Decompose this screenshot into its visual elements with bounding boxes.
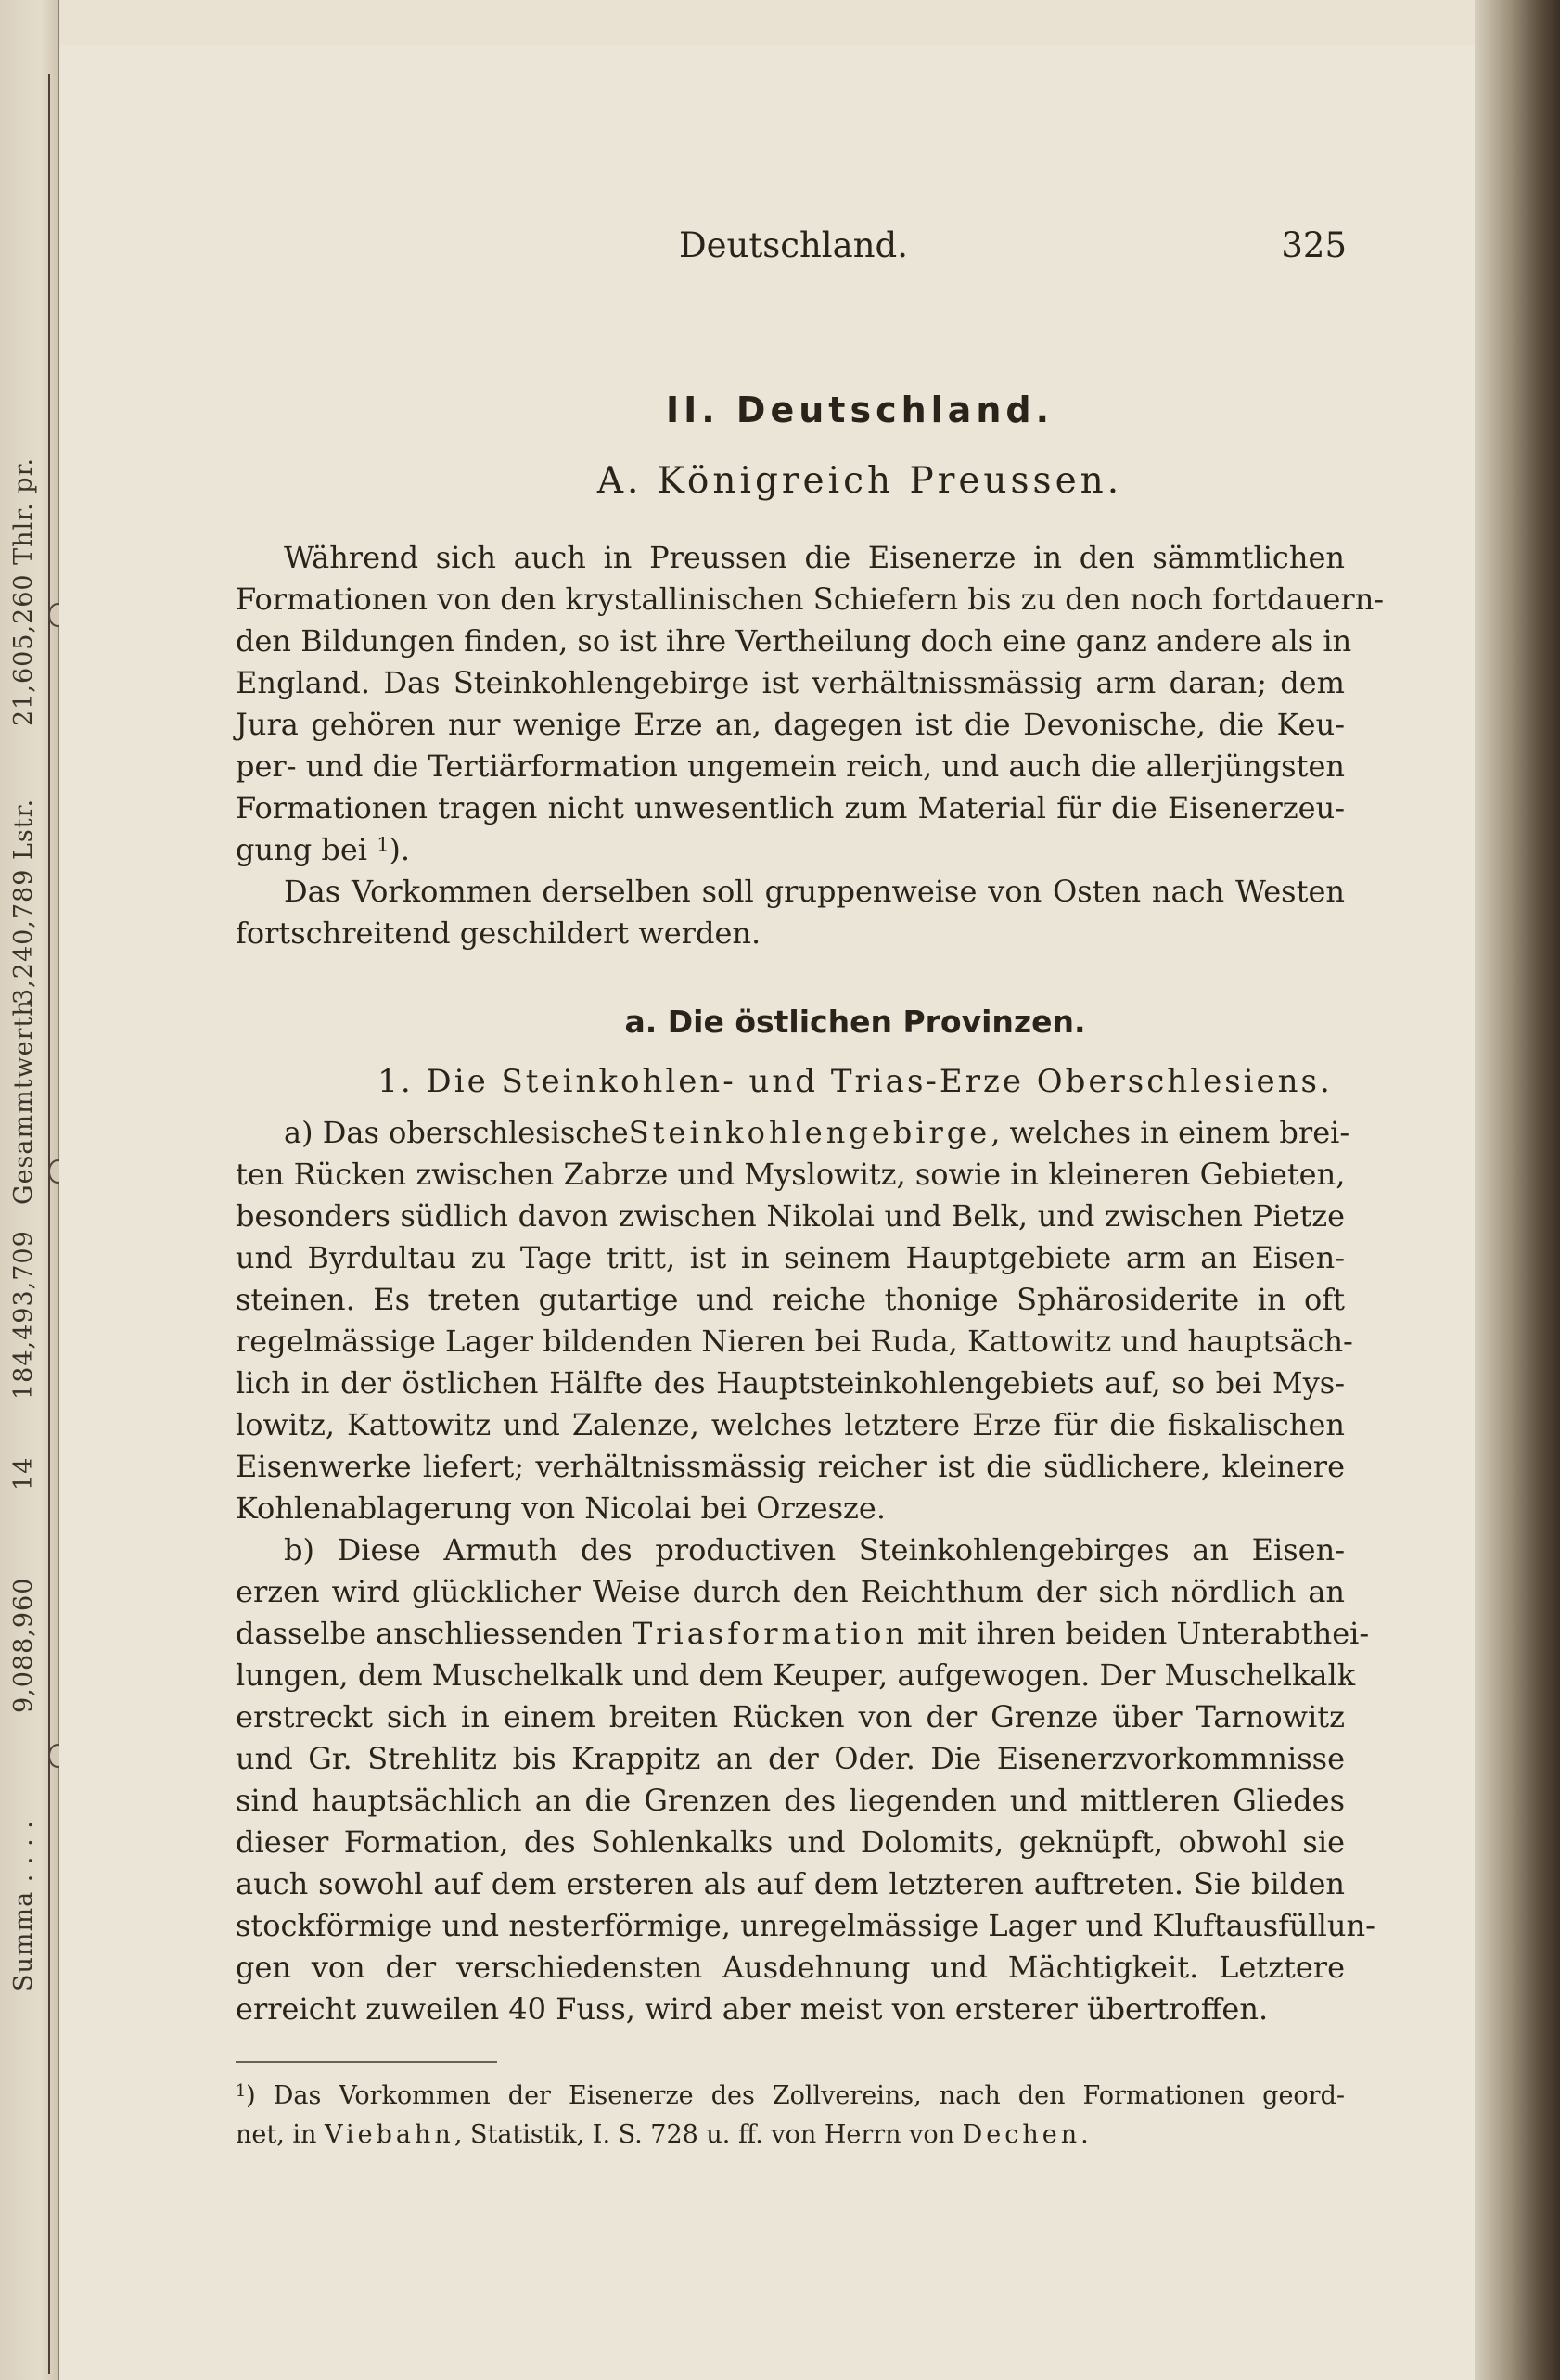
margin-lstr: 3,240,789 Lstr.	[9, 798, 38, 1004]
fold-rule	[48, 74, 50, 2374]
page-number: 325	[1281, 225, 1347, 265]
text-line: besonders südlich davon zwischen Nikolai und Belk, und zwischen Pietze	[236, 1198, 1345, 1234]
text-line: auch sowohl auf dem ersteren als auf dem letzteren auftreten. Sie bilden	[236, 1866, 1345, 1901]
text-line: Das Vorkommen derselben soll gruppenweise von Osten nach Westen	[284, 874, 1345, 909]
text-span: ).	[389, 832, 411, 867]
text-span: , Statistik, I. S. 728 u. ff. von Herrn von	[454, 2120, 955, 2149]
text-line: stockförmige und nesterförmige, unregelmässige Lager und Kluftausfüllun-	[236, 1908, 1375, 1943]
footnote-ref: 1	[377, 833, 390, 856]
text-line	[236, 828, 1345, 871]
text-line: und Gr. Strehlitz bis Krappitz an der Oder. Die Eisenerzvorkommnisse	[236, 1741, 1345, 1776]
book-page	[59, 45, 1475, 2380]
text-line: England. Das Steinkohlengebirge ist verhältnissmässig arm daran; dem	[236, 665, 1345, 700]
spaced-term: Viebahn	[325, 2120, 454, 2149]
text-line: erstreckt sich in einem breiten Rücken von der Grenze über Tarnowitz	[236, 1699, 1345, 1734]
text-span: dasselbe anschliessenden	[236, 1616, 623, 1651]
text-line: Formationen von den krystallinischen Schiefern bis zu den noch fortdauern-	[236, 582, 1385, 617]
text-line: regelmässige Lager bildenden Nieren bei Ruda, Kattowitz und hauptsäch-	[236, 1324, 1353, 1359]
text-line: lungen, dem Muschelkalk und dem Keuper, aufgewogen. Der Muschelkalk	[236, 1657, 1356, 1693]
text-span: a) Das oberschlesische	[284, 1115, 629, 1150]
margin-9088960: 9,088,960	[9, 1577, 38, 1713]
text-line	[236, 1111, 1350, 1154]
footnote-mark: 1	[236, 2082, 247, 2102]
text-line: per- und die Tertiärformation ungemein reich, und auch die allerjüngsten	[236, 749, 1345, 784]
text-span: ) Das Vorkommen der Eisenerze des Zollvereins, nach den Formationen geord-	[246, 2081, 1345, 2110]
text-line: b) Diese Armuth des productiven Steinkohlengebirges an Eisen-	[284, 1532, 1345, 1567]
section-heading: A. Königreich Preussen.	[596, 460, 1123, 502]
text-span: net, in	[236, 2120, 317, 2149]
margin-184493709: 184,493,709	[9, 1230, 38, 1400]
chapter-heading: II. Deutschland.	[665, 390, 1055, 430]
text-line: gen von der verschiedensten Ausdehnung und Mächtigkeit. Letztere	[236, 1950, 1345, 1985]
spaced-term: Steinkohlengebirge	[628, 1115, 991, 1150]
item-heading: 1. Die Steinkohlen- und Trias-Erze Oberschlesiens.	[377, 1063, 1333, 1100]
gutter-shadow	[1475, 0, 1560, 2380]
margin-thlr: 21,605,260 Thlr. pr.	[9, 456, 38, 726]
text-line: dieser Formation, des Sohlenkalks und Dolomits, geknüpft, obwohl sie	[236, 1824, 1345, 1860]
margin-summa: Summa . . . .	[9, 1820, 38, 1991]
text-line: und Byrdultau zu Tage tritt, ist in seinem Hauptgebiete arm an Eisen-	[236, 1240, 1345, 1275]
footnote-line	[236, 2117, 1345, 2154]
text-line: erzen wird glücklicher Weise durch den Reichthum der sich nördlich an	[236, 1574, 1345, 1609]
text-line: steinen. Es treten gutartige und reiche thonige Sphärosiderite in oft	[236, 1282, 1345, 1317]
folded-table-totals	[0, 136, 49, 1991]
footnote-line	[236, 2078, 1345, 2115]
margin-14: 14	[9, 1456, 38, 1491]
text-line: lowitz, Kattowitz und Zalenze, welches letztere Erze für die fiskalischen	[236, 1407, 1345, 1442]
text-line	[236, 1612, 1370, 1655]
folded-table-edge	[0, 0, 59, 2380]
spaced-term: Dechen.	[962, 2120, 1093, 2149]
text-line: Während sich auch in Preussen die Eisenerze in den sämmtlichen	[284, 540, 1345, 575]
subsection-heading: a. Die östlichen Provinzen.	[624, 1004, 1086, 1040]
running-head	[679, 225, 1347, 272]
spaced-term: Triasformation	[632, 1616, 908, 1651]
running-title: Deutschland.	[679, 225, 908, 265]
text-span: , welches in einem brei-	[991, 1115, 1350, 1150]
text-span: gung bei	[236, 832, 368, 867]
margin-gesammtwerth: Gesammtwerth	[9, 999, 38, 1205]
text-line: sind hauptsächlich an die Grenzen des liegenden und mittleren Gliedes	[236, 1783, 1345, 1818]
footnote-rule	[236, 2061, 497, 2063]
text-line: Jura gehören nur wenige Erze an, dagegen ist die Devonische, die Keu-	[236, 707, 1345, 742]
text-line: Kohlenablagerung von Nicolai bei Orzesze.	[236, 1491, 886, 1526]
text-line: erreicht zuweilen 40 Fuss, wird aber meist von ersterer übertroffen.	[236, 1991, 1269, 2027]
text-line: den Bildungen finden, so ist ihre Vertheilung doch eine ganz andere als in	[236, 623, 1352, 659]
text-line: Formationen tragen nicht unwesentlich zum Material für die Eisenerzeu-	[236, 790, 1345, 825]
text-line: ten Rücken zwischen Zabrze und Myslowitz, sowie in kleineren Gebieten,	[236, 1157, 1346, 1192]
text-line: lich in der östlichen Hälfte des Hauptsteinkohlengebiets auf, so bei Mys-	[236, 1365, 1345, 1401]
text-line: fortschreitend geschildert werden.	[236, 915, 761, 951]
text-span: mit ihren beiden Unterabthei-	[917, 1616, 1370, 1651]
text-line: Eisenwerke liefert; verhältnissmässig reicher ist die südlichere, kleinere	[236, 1449, 1345, 1484]
